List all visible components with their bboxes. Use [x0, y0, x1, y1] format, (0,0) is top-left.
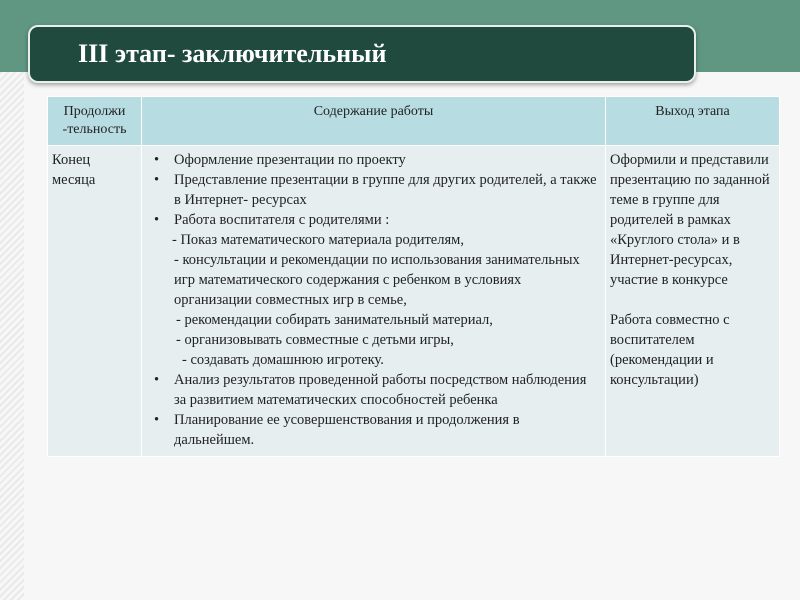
- list-item: • Оформление презентации по проекту: [146, 150, 601, 170]
- stage-table-container: [47, 96, 779, 457]
- list-item: • Работа воспитателя с родителями :: [146, 210, 601, 230]
- table-row: [48, 146, 780, 457]
- table-header-row: [48, 97, 780, 146]
- output-paragraph: Работа совместно с воспитателем (рекомендации и консультации): [610, 312, 730, 388]
- title-bar: [28, 25, 696, 83]
- output-paragraph: Оформили и представили презентацию по заданной теме в группе для родителей в рамках «Круглого стола» и в Интернет-ресурсах, участие в конкурсе: [610, 152, 770, 288]
- sub-item: - консультации и рекомендации по использования занимательных игр математического содержания с ребенком в условиях организации совместных игр в семье,: [174, 252, 580, 308]
- sub-item: - Показ математического материала родителям,: [172, 232, 464, 248]
- header-duration: Продолжи -тельность: [48, 97, 142, 146]
- content-list: [146, 150, 601, 230]
- sub-item: - рекомендации собирать занимательный материал,: [176, 312, 493, 328]
- list-item: • Представление презентации в группе для других родителей, а также в Интернет- ресурсах: [146, 170, 601, 210]
- list-item: • Планирование ее усовершенствования и продолжения в дальнейшем.: [146, 410, 601, 450]
- header-output: Выход этапа: [606, 97, 780, 146]
- cell-duration: Конец месяца: [48, 146, 142, 457]
- header-content: Содержание работы: [142, 97, 606, 146]
- content-list-after: [146, 370, 601, 450]
- cell-output: [606, 146, 780, 457]
- cell-content: [142, 146, 606, 457]
- stage-table: [47, 96, 780, 457]
- list-item: • Анализ результатов проведенной работы посредством наблюдения за развитием математических способностей ребенка: [146, 370, 601, 410]
- sub-item: - организовывать совместные с детьми игры,: [176, 332, 454, 348]
- side-stripes: [0, 72, 24, 600]
- sub-item: - создавать домашнюю игротеку.: [182, 352, 384, 368]
- slide-title: III этап- заключительный: [78, 39, 387, 68]
